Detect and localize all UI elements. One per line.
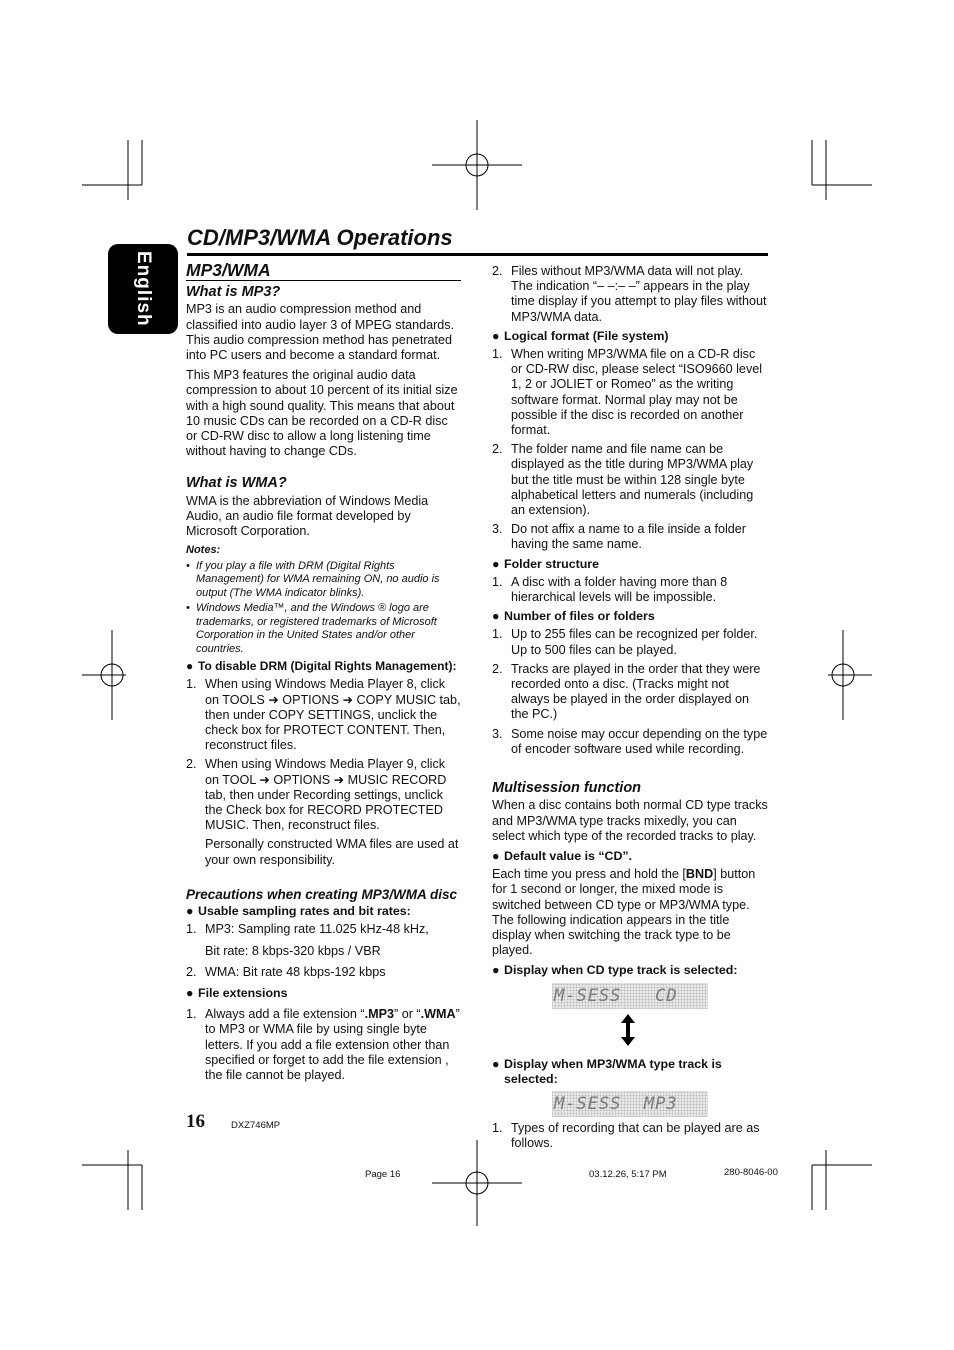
section-title: MP3/WMA [186, 260, 271, 280]
section-rule [186, 280, 461, 281]
list-item: 1. Up to 255 files can be recognized per folder. Up to 500 files can be played. [492, 627, 758, 657]
folder-heading: ● Folder structure [492, 556, 600, 571]
logical-heading: ● Logical format (File system) [492, 328, 669, 343]
left-column [186, 260, 461, 1087]
list-item: 1. MP3: Sampling rate 11.025 kHz-48 kHz, [186, 922, 429, 937]
language-tab [108, 244, 178, 334]
note-item: • If you play a file with DRM (Digital Rights Management) for WMA remaining ON, no audio is output (The WMA indicator blinks). [186, 559, 440, 599]
number-heading: ● Number of files or folders [492, 609, 655, 624]
page-label: Page 16 [365, 1169, 401, 1180]
list-item: 1. Always add a file extension “.MP3” or “.WMA” to MP3 or WMA file by using single byte letters. If you add a file extension other than specified or forget to add the file extension , the file cannot be played. [186, 1007, 460, 1082]
lcd-display-mp3: M-SESS MP3 [552, 1091, 708, 1117]
document-code: 280-8046-00 [724, 1167, 778, 1178]
language-tab-label: English [133, 251, 154, 327]
what-wma-p1: WMA is the abbreviation of Windows Media Audio, an audio file format developed by Microsoft Corporation. [186, 493, 429, 539]
what-mp3-p2: This MP3 features the original audio data compression to about 10 percent of its initial size with a high sound quality. This means that about 10 music CDs can be recorded on a CD-R disc or CD-RW disc to allow a long listening time without having to change CDs. [186, 368, 458, 459]
title-rule [187, 253, 768, 256]
list-item: 1. Types of recording that can be played are as follows. [492, 1121, 760, 1151]
what-wma-heading: What is WMA? [186, 475, 287, 492]
ext-heading: ● File extensions [186, 985, 288, 1000]
up-down-arrow-icon [492, 1013, 768, 1047]
notes [186, 544, 461, 656]
list-item: 2. When using Windows Media Player 9, click on TOOL ➜ OPTIONS ➜ MUSIC RECORD tab, then under Recording settings, unclick the Check box for RECORD PROTECTED MUSIC. Then, reconstruct files. [186, 757, 447, 833]
timestamp: 03.12.26, 5:17 PM [589, 1169, 667, 1180]
page-number: 16 [186, 1111, 205, 1132]
list-item: 1. When writing MP3/WMA file on a CD-R disc or CD-RW disc, please select “ISO9660 level 1, 2 or JOLIET or Romeo” as the writing software format. Normal play may not be possible if the disc is recorded on another format. [492, 347, 763, 438]
notes-heading: Notes: [186, 544, 221, 557]
list-item: 2. Tracks are played in the order that they were recorded onto a disc. (Tracks might not always be played in the order displayed on the PC.) [492, 661, 761, 722]
drm-heading: ● To disable DRM (Digital Rights Management): [186, 659, 457, 674]
multisession-heading: Multisession function [492, 780, 642, 797]
default-heading: ● Default value is “CD”. [492, 848, 633, 863]
drm-note: Personally constructed WMA files are used at your own responsibility. [205, 837, 459, 867]
sampling-heading: ● Usable sampling rates and bit rates: [186, 904, 411, 919]
list-item: Bit rate: 8 kbps-320 kbps / VBR [205, 943, 381, 958]
list-item: 3. Some noise may occur depending on the type of encoder software used while recording. [492, 726, 768, 756]
mp3-display-heading: ● Display when MP3/WMA type track is selected: [492, 1056, 722, 1086]
list-item: 1. When using Windows Media Player 8, click on TOOLS ➜ OPTIONS ➜ COPY MUSIC tab, then under COPY SETTINGS, unclick the check box for PROTECT CONTENT. Then, reconstruct files. [186, 677, 461, 753]
note-item: • Windows Media™, and the Windows ® logo are trademarks, or registered trademarks of Microsoft Corporation in the United States and/or other countries. [186, 602, 437, 655]
cd-display-heading: ● Display when CD type track is selected: [492, 963, 738, 978]
multisession-p1: When a disc contains both normal CD type tracks and MP3/WMA type tracks mixedly, you can select which type of the recorded tracks to play. [492, 798, 768, 843]
page-title: CD/MP3/WMA Operations [187, 225, 453, 250]
model-number: DXZ746MP [231, 1120, 281, 1131]
list-item: 2. WMA: Bit rate 48 kbps-192 kbps [186, 964, 386, 979]
list-item: 1. A disc with a folder having more than 8 hierarchical levels will be impossible. [492, 574, 728, 605]
list-item: 2. Files without MP3/WMA data will not play. The indication “– –:– –” appears in the play time display if you attempt to play files without MP3/WMA data. [492, 264, 767, 324]
lcd-display-cd: M-SESS CD [552, 983, 708, 1009]
bnd-paragraph: Each time you press and hold the [BND] button for 1 second or longer, the mixed mode is switched between CD type or MP3/WMA type. The following indication appears in the title display when switching the track type to be played. [492, 867, 756, 958]
list-item: 2. The folder name and file name can be displayed as the title during MP3/WMA play but the title must be within 128 single byte alphabetical letters and numerals (including an extension). [492, 442, 754, 518]
precautions-heading: Precautions when creating MP3/WMA disc [186, 886, 458, 902]
what-mp3-heading: What is MP3? [186, 284, 281, 301]
right-column [492, 264, 768, 1156]
what-mp3-p1: MP3 is an audio compression method and classified into audio layer 3 of MPEG standards. This audio compression method has penetrated into PC users and become a standard format. [186, 302, 455, 363]
list-item: 3. Do not affix a name to a file inside a folder having the same name. [492, 522, 746, 552]
